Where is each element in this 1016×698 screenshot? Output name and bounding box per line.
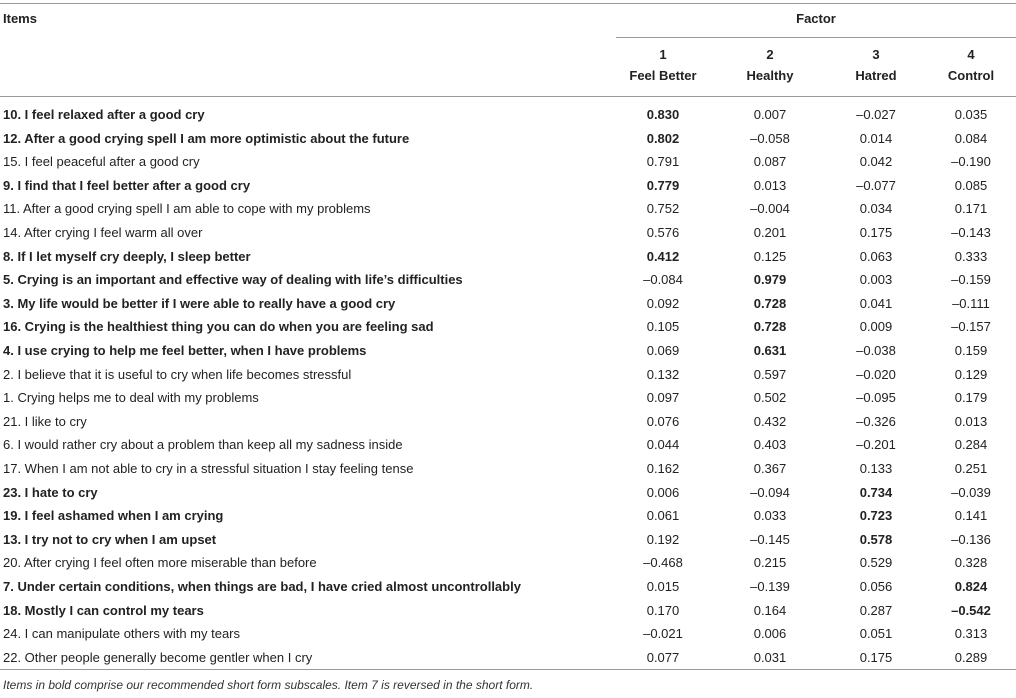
loading-value-factor-1: 0.162 (646, 461, 680, 476)
item-label: 21. I like to cry (3, 414, 87, 429)
loading-value-factor-1: –0.468 (643, 555, 683, 570)
loading-value-factor-1: 0.097 (646, 390, 680, 405)
loading-value-factor-1: 0.791 (646, 154, 680, 169)
loading-value-factor-1: 0.006 (646, 485, 680, 500)
item-label: 1. Crying helps me to deal with my problems (3, 390, 259, 405)
loading-value-factor-2: 0.007 (753, 107, 787, 122)
loading-value-factor-4: 0.179 (954, 390, 988, 405)
loading-value-factor-1: 0.752 (646, 201, 680, 216)
loading-value-factor-3: –0.027 (856, 107, 896, 122)
loading-value-factor-2: –0.094 (750, 485, 790, 500)
loading-value-factor-2: 0.728 (753, 319, 787, 334)
loading-value-factor-4: 0.289 (954, 650, 988, 665)
item-label: 23. I hate to cry (3, 485, 98, 500)
item-label: 14. After crying I feel warm all over (3, 225, 203, 240)
loading-value-factor-1: 0.192 (646, 532, 680, 547)
loading-value-factor-4: 0.159 (954, 343, 988, 358)
loading-value-factor-3: –0.095 (856, 390, 896, 405)
loading-value-factor-4: –0.159 (951, 272, 991, 287)
item-label: 4. I use crying to help me feel better, when I have problems (3, 343, 367, 358)
item-label: 16. Crying is the healthiest thing you can do when you are feeling sad (3, 319, 434, 334)
item-label: 10. I feel relaxed after a good cry (3, 107, 205, 122)
loading-value-factor-1: 0.170 (646, 603, 680, 618)
loading-value-factor-4: 0.313 (954, 626, 988, 641)
loading-value-factor-4: 0.085 (954, 178, 988, 193)
loading-value-factor-1: 0.132 (646, 367, 680, 382)
loading-value-factor-4: 0.171 (954, 201, 988, 216)
item-label: 7. Under certain conditions, when things are bad, I have cried almost uncontrollably (3, 579, 521, 594)
loading-value-factor-1: 0.830 (646, 107, 680, 122)
loading-value-factor-3: 0.034 (859, 201, 893, 216)
item-label: 12. After a good crying spell I am more optimistic about the future (3, 131, 410, 146)
table-footnote: Items in bold comprise our recommended short form subscales. Item 7 is reversed in the short form. (3, 678, 534, 692)
factor-2-name: Healthy (746, 68, 794, 83)
loading-value-factor-2: 0.201 (753, 225, 787, 240)
item-label: 20. After crying I feel often more miserable than before (3, 555, 317, 570)
loading-value-factor-2: –0.145 (750, 532, 790, 547)
loading-value-factor-3: 0.578 (859, 532, 893, 547)
table-bottom-rule (0, 669, 1016, 670)
loading-value-factor-3: 0.042 (859, 154, 893, 169)
loading-value-factor-1: 0.044 (646, 437, 680, 452)
loading-value-factor-4: 0.333 (954, 249, 988, 264)
loading-value-factor-1: 0.076 (646, 414, 680, 429)
loading-value-factor-2: 0.006 (753, 626, 787, 641)
item-label: 9. I find that I feel better after a good cry (3, 178, 251, 193)
loading-value-factor-3: 0.063 (859, 249, 893, 264)
item-label: 17. When I am not able to cry in a stressful situation I stay feeling tense (3, 461, 414, 476)
item-label: 6. I would rather cry about a problem than keep all my sadness inside (3, 437, 403, 452)
item-label: 22. Other people generally become gentler when I cry (3, 650, 313, 665)
loading-value-factor-1: 0.069 (646, 343, 680, 358)
item-label: 2. I believe that it is useful to cry when life becomes stressful (3, 367, 352, 382)
items-column-header: Items (3, 11, 37, 26)
loading-value-factor-2: 0.031 (753, 650, 787, 665)
factor-3-number: 3 (872, 47, 880, 62)
loading-value-factor-3: –0.077 (856, 178, 896, 193)
item-label: 13. I try not to cry when I am upset (3, 532, 217, 547)
loading-value-factor-3: 0.529 (859, 555, 893, 570)
loading-value-factor-1: –0.021 (643, 626, 683, 641)
loading-value-factor-4: –0.143 (951, 225, 991, 240)
factor-header-rule (616, 37, 1016, 38)
loading-value-factor-3: –0.020 (856, 367, 896, 382)
item-label: 19. I feel ashamed when I am crying (3, 508, 224, 523)
loading-value-factor-2: 0.979 (753, 272, 787, 287)
factor-1-number: 1 (659, 47, 667, 62)
loading-value-factor-3: –0.201 (856, 437, 896, 452)
loading-value-factor-3: 0.003 (859, 272, 893, 287)
loading-value-factor-3: 0.133 (859, 461, 893, 476)
loading-value-factor-3: 0.041 (859, 296, 893, 311)
factor-4-number: 4 (967, 47, 975, 62)
factor-2-number: 2 (766, 47, 774, 62)
loading-value-factor-4: 0.013 (954, 414, 988, 429)
loading-value-factor-1: 0.015 (646, 579, 680, 594)
loading-value-factor-4: 0.035 (954, 107, 988, 122)
loading-value-factor-4: –0.039 (951, 485, 991, 500)
header-bottom-rule (0, 96, 1016, 97)
factor-3-name: Hatred (855, 68, 897, 83)
loading-value-factor-4: –0.111 (952, 296, 990, 311)
loading-value-factor-1: 0.105 (646, 319, 680, 334)
factor-4-name: Control (947, 68, 995, 83)
loading-value-factor-4: 0.141 (954, 508, 988, 523)
loading-value-factor-2: 0.597 (753, 367, 787, 382)
loading-value-factor-2: 0.631 (753, 343, 787, 358)
loading-value-factor-2: 0.502 (753, 390, 787, 405)
loading-value-factor-3: 0.287 (859, 603, 893, 618)
loading-value-factor-4: 0.129 (954, 367, 988, 382)
loading-value-factor-2: –0.058 (750, 131, 790, 146)
loading-value-factor-4: 0.328 (954, 555, 988, 570)
loading-value-factor-1: –0.084 (643, 272, 683, 287)
loading-value-factor-4: –0.190 (951, 154, 991, 169)
loading-value-factor-3: –0.038 (856, 343, 896, 358)
loading-value-factor-4: –0.136 (951, 532, 991, 547)
loading-value-factor-4: 0.284 (954, 437, 988, 452)
loading-value-factor-2: 0.215 (753, 555, 787, 570)
loading-value-factor-2: 0.403 (753, 437, 787, 452)
loading-value-factor-3: 0.175 (859, 225, 893, 240)
loading-value-factor-1: 0.061 (646, 508, 680, 523)
item-label: 18. Mostly I can control my tears (3, 603, 204, 618)
item-label: 8. If I let myself cry deeply, I sleep better (3, 249, 251, 264)
loading-value-factor-4: 0.084 (954, 131, 988, 146)
loading-value-factor-3: 0.723 (859, 508, 893, 523)
loading-value-factor-3: 0.014 (859, 131, 893, 146)
loading-value-factor-3: 0.009 (859, 319, 893, 334)
item-label: 3. My life would be better if I were able to really have a good cry (3, 296, 396, 311)
loading-value-factor-2: 0.367 (753, 461, 787, 476)
loading-value-factor-2: 0.728 (753, 296, 787, 311)
loading-value-factor-2: –0.139 (750, 579, 790, 594)
loading-value-factor-4: –0.542 (951, 603, 991, 618)
loading-value-factor-2: 0.087 (753, 154, 787, 169)
item-label: 5. Crying is an important and effective way of dealing with life’s difficulties (3, 272, 463, 287)
loading-value-factor-1: 0.779 (646, 178, 680, 193)
factor-1-name: Feel Better (629, 68, 697, 83)
loading-value-factor-1: 0.802 (646, 131, 680, 146)
loading-value-factor-4: –0.157 (951, 319, 991, 334)
loading-value-factor-1: 0.092 (646, 296, 680, 311)
loading-value-factor-3: 0.175 (859, 650, 893, 665)
loading-value-factor-4: 0.251 (954, 461, 988, 476)
loading-value-factor-3: 0.734 (859, 485, 893, 500)
table-top-rule (0, 3, 1016, 4)
loading-value-factor-1: 0.412 (646, 249, 680, 264)
loading-value-factor-2: 0.033 (753, 508, 787, 523)
item-label: 15. I feel peaceful after a good cry (3, 154, 200, 169)
loading-value-factor-2: 0.164 (753, 603, 787, 618)
loading-value-factor-2: 0.013 (753, 178, 787, 193)
item-label: 24. I can manipulate others with my tears (3, 626, 241, 641)
loading-value-factor-3: 0.056 (859, 579, 893, 594)
loading-value-factor-2: 0.432 (753, 414, 787, 429)
loading-value-factor-2: –0.004 (750, 201, 790, 216)
loading-value-factor-1: 0.576 (646, 225, 680, 240)
loading-value-factor-3: –0.326 (856, 414, 896, 429)
loading-value-factor-4: 0.824 (954, 579, 988, 594)
factor-column-header: Factor (796, 11, 836, 26)
loading-value-factor-1: 0.077 (646, 650, 680, 665)
loading-value-factor-3: 0.051 (859, 626, 893, 641)
item-label: 11. After a good crying spell I am able to cope with my problems (3, 201, 371, 216)
loading-value-factor-2: 0.125 (753, 249, 787, 264)
